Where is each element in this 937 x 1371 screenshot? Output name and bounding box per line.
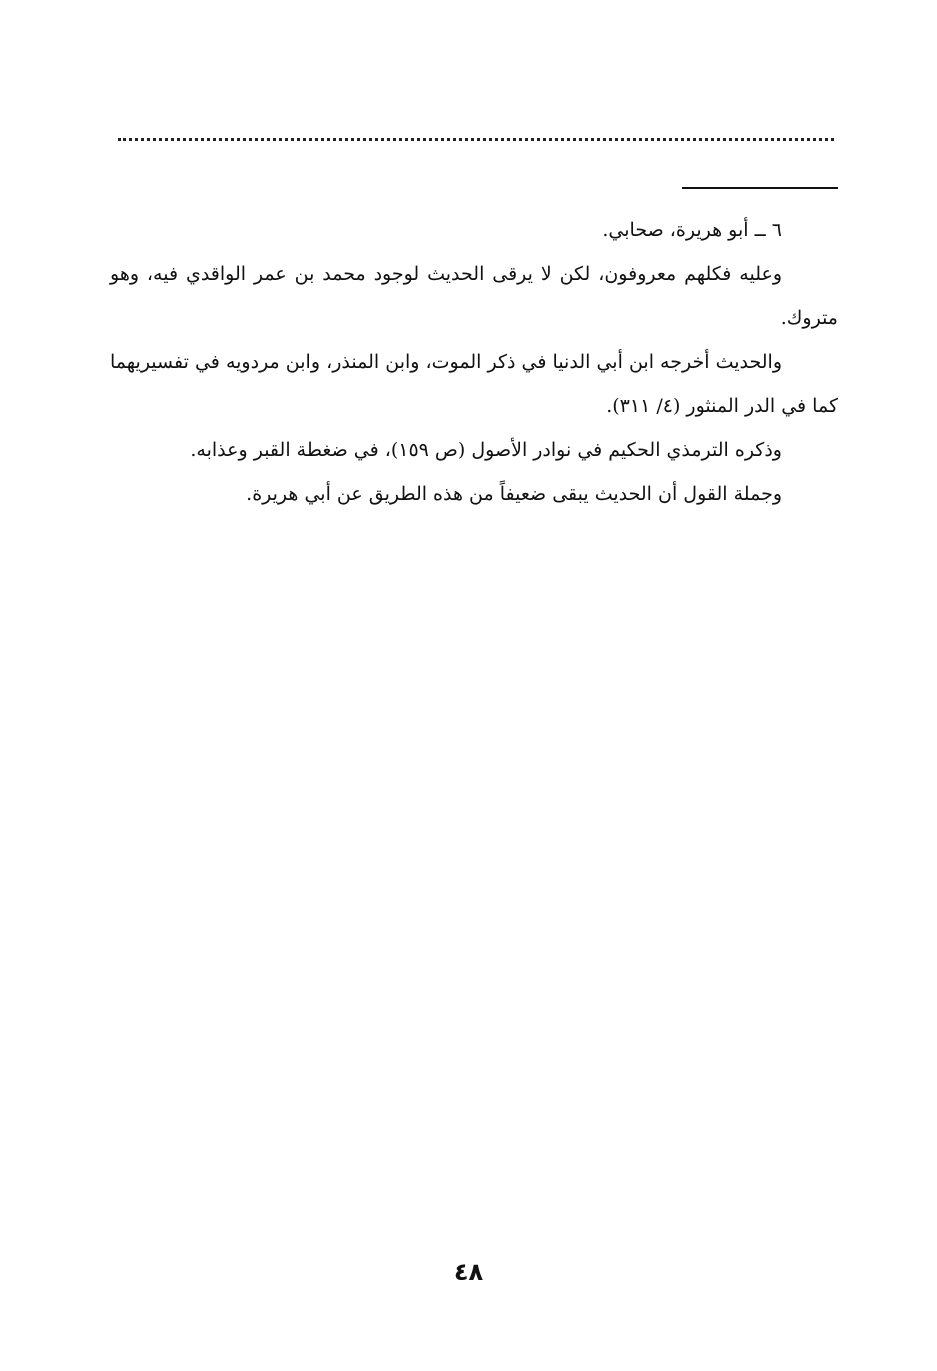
paragraph-verdict: وعليه فكلهم معروفون، لكن لا يرقى الحديث لوجود محمد بن عمر الواقدي فيه، وهو متروك. [110,263,838,329]
paragraph-tirmidhi: وذكره الترمذي الحكيم في نوادر الأصول (ص ١٥٩)، في ضغطة القبر وعذابه. [190,439,782,461]
body-text [110,208,838,516]
footnote-rule [682,187,838,189]
paragraph-narrator: ٦ ــ أبو هريرة، صحابي. [602,219,782,241]
page-number: ٤٨ [453,1258,484,1286]
paragraph-sources: والحديث أخرجه ابن أبي الدنيا في ذكر الموت، وابن المنذر، وابن مردويه في تفسيريهما كما في الدر المنثور (٤/ ٣١١). [110,351,838,417]
paragraph-conclusion: وجملة القول أن الحديث يبقى ضعيفاً من هذه الطريق عن أبي هريرة. [246,483,782,505]
dotted-separator [118,138,834,141]
